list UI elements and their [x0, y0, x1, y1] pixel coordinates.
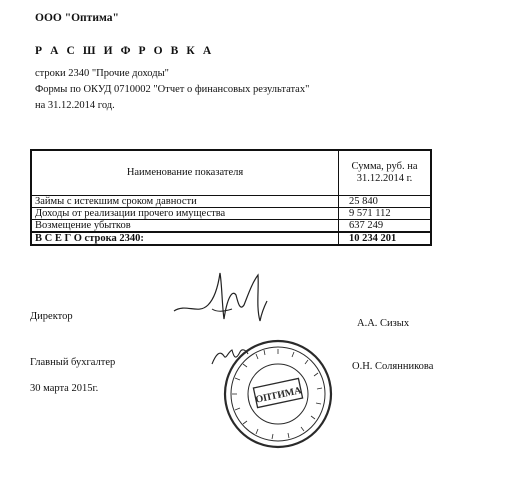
signature-date: 30 марта 2015г. — [30, 383, 99, 394]
table-row — [31, 196, 431, 208]
document-title: Р А С Ш И Ф Р О В К А — [35, 45, 214, 57]
row-value: 637 249 — [339, 220, 432, 233]
company-name: ООО "Оптима" — [35, 12, 119, 24]
table-total-row — [31, 232, 431, 245]
total-label: В С Е Г О строка 2340: — [31, 232, 339, 245]
column-header-sum-line2: 31.12.2014 г. — [356, 173, 413, 184]
stamp-center-text: ОПТИМА — [254, 385, 303, 406]
director-title: Директор — [30, 311, 73, 322]
row-name: Доходы от реализации прочего имущества — [31, 208, 339, 220]
total-value: 10 234 201 — [339, 232, 432, 245]
column-header-sum-line1: Сумма, руб. на — [351, 161, 418, 172]
column-header-sum — [339, 150, 432, 196]
company-stamp-image — [222, 338, 334, 450]
director-name: А.А. Сизых — [357, 318, 410, 329]
row-name: Возмещение убытков — [31, 220, 339, 233]
row-name: Займы с истекшим сроком давности — [31, 196, 339, 208]
table-header-row — [31, 150, 431, 196]
accountant-name: О.Н. Солянникова — [352, 361, 434, 372]
table-row — [31, 220, 431, 233]
column-header-name: Наименование показателя — [31, 150, 339, 196]
subtitle-line-2: Формы по ОКУД 0710002 "Отчет о финансовых результатах" — [35, 84, 310, 95]
table-row — [31, 208, 431, 220]
subtitle-line-1: строки 2340 "Прочие доходы" — [35, 68, 169, 79]
breakdown-table — [30, 149, 432, 246]
subtitle-line-3: на 31.12.2014 год. — [35, 100, 115, 111]
row-value: 9 571 112 — [339, 208, 432, 220]
director-signature-image — [172, 265, 268, 329]
row-value: 25 840 — [339, 196, 432, 208]
accountant-title: Главный бухгалтер — [30, 357, 116, 368]
